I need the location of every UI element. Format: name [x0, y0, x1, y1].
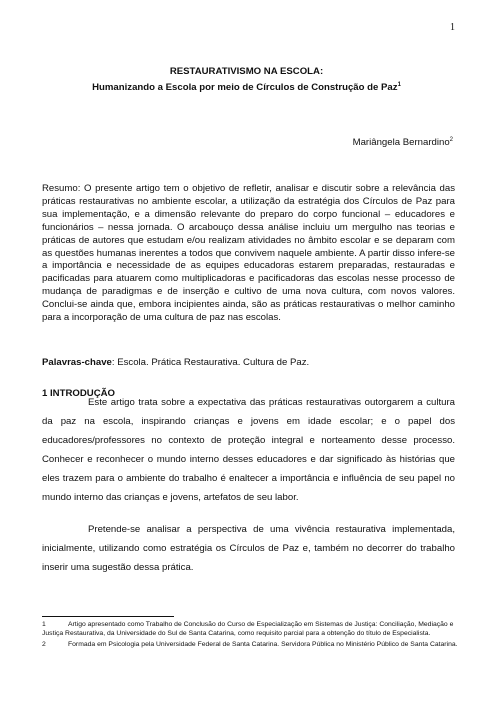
keywords	[42, 357, 455, 368]
footnote-1-number: 1	[42, 621, 46, 628]
author-name: Mariângela Bernardino	[352, 137, 450, 148]
paragraph-2-text: Pretende-se analisar a perspectiva de uma vivência restaurativa implementada, inicialmente, utilizando como estratégia os Círculos de Paz e, também no decorrer do trabalho inserir uma sugestão dessa prática.	[42, 524, 455, 573]
abstract: Resumo: O presente artigo tem o objetivo de refletir, analisar e discutir sobre a relevância das práticas restaurativas no ambiente escolar, a utilização da estratégia dos Círculos de Paz para sua implementação, e a dimensão relevante do preparo do corpo funcional – educadores e funcionários – nessa jornada. O arcabouço dessa análise incluiu um mergulho nas teorias e práticas de autores que estudam e/ou realizam atividades no âmbito escolar e se deparam com as questões humanas inerentes a todos que convivem naquele ambiente. A partir disso infere-se a importância e necessidade de as equipes educadoras estarem preparadas, restauradas e pacificadas para atuarem como multiplicadoras e pacificadoras das escolas nesse processo de mudança de paradigmas e de inserção e cultivo de uma nova cultura, com novos valores. Conclui-se ainda que, embora incipientes ainda, são as práticas restaurativas o melhor caminho para a incorporação de uma cultura de paz nas escolas.	[42, 183, 455, 324]
footnote-1	[42, 620, 460, 639]
article-title: RESTAURATIVISMO NA ESCOLA:	[169, 66, 324, 77]
author-footnote-ref[interactable]: 2	[449, 136, 453, 143]
footnote-1-text: Artigo apresentado como Trabalho de Conclusão do Curso de Especialização em Sistemas de Justiça: Conciliação, Mediação e Justiça Restaurativa, da Universidade do Sul de Santa Catarina, como requisito parcial para a obtenção do título de Especialista.	[42, 621, 454, 638]
footnote-2-text: Formada em Psicologia pela Universidade Federal de Santa Catarina. Servidora Pública no Ministério Público de Santa Catarina.	[68, 640, 458, 648]
page-number: 1	[450, 22, 455, 33]
paragraph-1-text: Este artigo trata sobre a expectativa das práticas restaurativas outorgarem a cultura da paz na escola, inspirando crianças e jovens em idade escolar; e o papel dos educadores/professores no contexto de proteção integral e norteamento desse processo. Conhecer e reconhecer o mundo interno desses educadores e dar significado às histórias que eles trazem para o ambiente do trabalho é enaltecer a importância e influência de seu papel no mundo interno das crianças e jovens, artefatos de seu labor.	[42, 397, 455, 503]
keywords-text: : Escola. Prática Restaurativa. Cultura de Paz.	[111, 357, 310, 368]
footnotes	[42, 620, 460, 650]
body-paragraph-1	[42, 393, 455, 507]
subtitle-text: Humanizando a Escola por meio de Círculos de Construção de Paz	[92, 82, 398, 93]
keywords-label: Palavras-chave	[42, 357, 112, 368]
subtitle-footnote-ref[interactable]: 1	[397, 81, 401, 88]
footnote-2	[42, 640, 460, 649]
section-heading-introduction: 1 INTRODUÇÃO	[42, 388, 116, 399]
article-subtitle	[0, 82, 493, 93]
body-paragraph-2	[42, 520, 455, 577]
footnote-divider	[42, 616, 174, 617]
footnote-2-number: 2	[42, 640, 46, 648]
author-line	[353, 137, 453, 148]
